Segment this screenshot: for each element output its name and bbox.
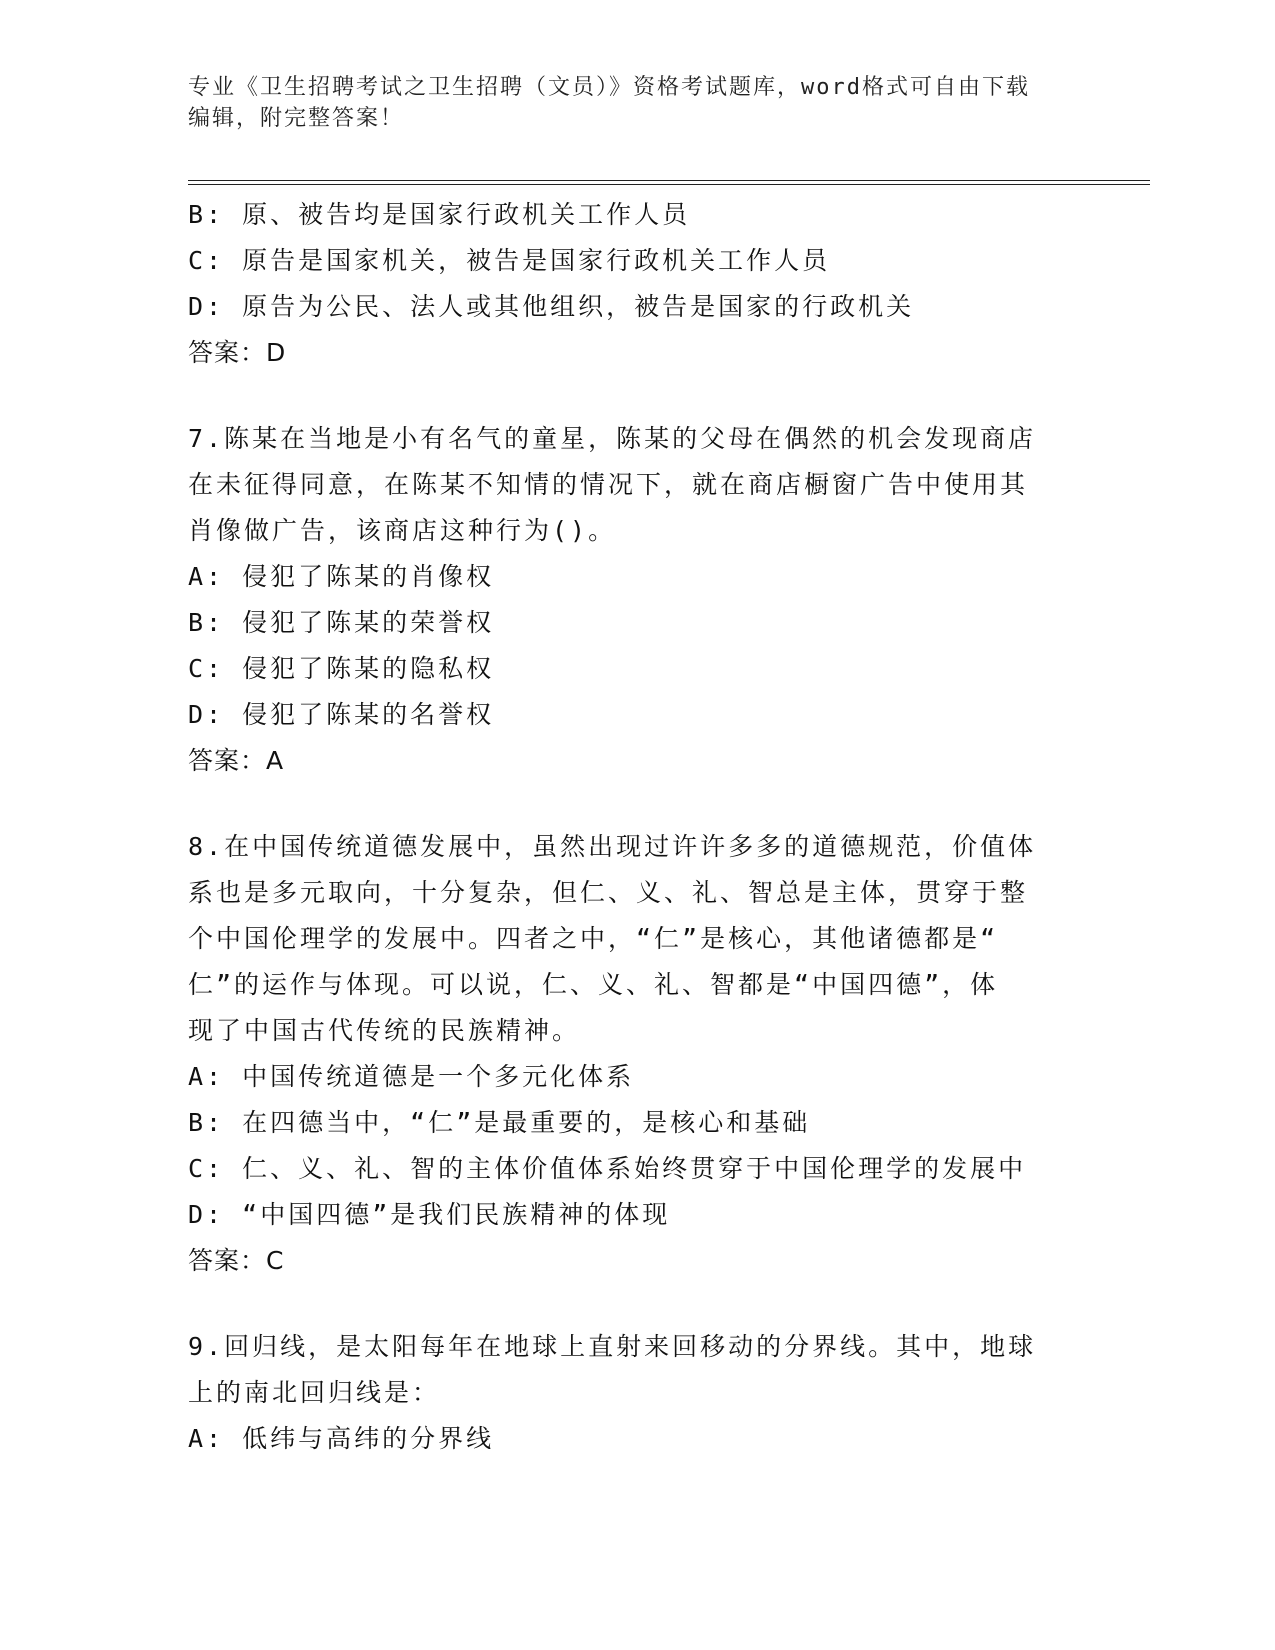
spacer [188,1284,1088,1324]
answer: 答案：C [188,1246,285,1275]
question-text-line: 仁”的运作与体现。可以说，仁、义、礼、智都是“中国四德”，体 [188,970,999,999]
question-text-line: 肖像做广告，该商店这种行为()。 [188,516,617,545]
question-6-continued [188,192,1088,376]
question-text-line: 8.在中国传统道德发展中，虽然出现过许许多多的道德规范，价值体 [188,832,1037,861]
answer: 答案：A [188,746,285,775]
spacer [188,784,1088,824]
page-header [188,72,1088,134]
answer: 答案：D [188,338,287,367]
option-b: B: 原、被告均是国家行政机关工作人员 [188,200,691,229]
option-d: D: 原告为公民、法人或其他组织，被告是国家的行政机关 [188,292,915,321]
option-d: D: “中国四德”是我们民族精神的体现 [188,1200,671,1229]
question-9 [188,1324,1088,1462]
question-list [188,192,1088,1462]
question-text-line: 7.陈某在当地是小有名气的童星，陈某的父母在偶然的机会发现商店 [188,424,1037,453]
question-text-line: 系也是多元取向，十分复杂，但仁、义、礼、智总是主体，贯穿于整 [188,878,1029,907]
question-7 [188,416,1088,784]
option-d: D: 侵犯了陈某的名誉权 [188,700,495,729]
header-divider [188,180,1150,185]
option-a: A: 中国传统道德是一个多元化体系 [188,1062,635,1091]
option-c: C: 仁、义、礼、智的主体价值体系始终贯穿于中国伦理学的发展中 [188,1154,1027,1183]
question-text-line: 在未征得同意，在陈某不知情的情况下，就在商店橱窗广告中使用其 [188,470,1029,499]
question-8 [188,824,1088,1284]
question-text-line: 9.回归线，是太阳每年在地球上直射来回移动的分界线。其中，地球 [188,1332,1037,1361]
option-a: A: 侵犯了陈某的肖像权 [188,562,495,591]
spacer [188,376,1088,416]
option-c: C: 侵犯了陈某的隐私权 [188,654,495,683]
question-text-line: 个中国伦理学的发展中。四者之中，“仁”是核心，其他诸德都是“ [188,924,999,953]
header-line-1: 专业《卫生招聘考试之卫生招聘（文员）》资格考试题库，word格式可自由下载 [188,75,1030,100]
question-text-line: 上的南北回归线是： [188,1378,441,1407]
question-text-line: 现了中国古代传统的民族精神。 [188,1016,581,1045]
option-c: C: 原告是国家机关，被告是国家行政机关工作人员 [188,246,831,275]
option-b: B: 在四德当中，“仁”是最重要的，是核心和基础 [188,1108,811,1137]
option-a: A: 低纬与高纬的分界线 [188,1424,495,1453]
option-b: B: 侵犯了陈某的荣誉权 [188,608,495,637]
header-line-2: 编辑，附完整答案！ [188,106,405,131]
